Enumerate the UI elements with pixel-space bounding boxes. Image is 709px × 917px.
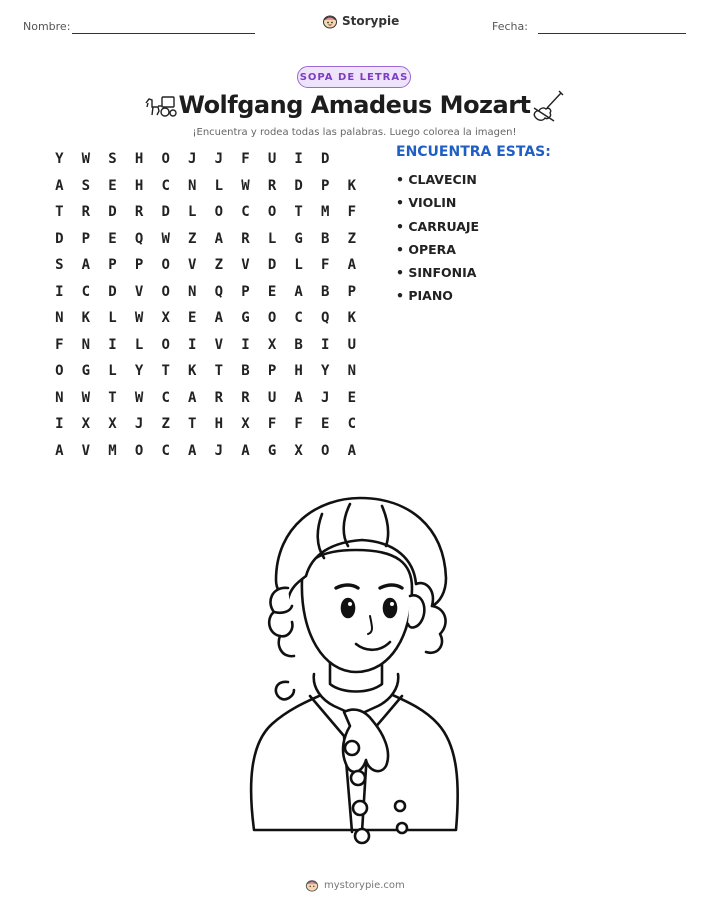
page-title: Wolfgang Amadeus Mozart: [178, 91, 531, 119]
grid-letter[interactable]: R: [214, 389, 224, 406]
grid-letter[interactable]: L: [188, 204, 197, 221]
grid-letter[interactable]: O: [134, 442, 144, 459]
grid-letter[interactable]: B: [241, 363, 250, 380]
grid-letter[interactable]: R: [241, 389, 250, 406]
grid-letter[interactable]: N: [55, 389, 64, 406]
grid-letter[interactable]: N: [188, 283, 197, 300]
grid-letter[interactable]: D: [321, 151, 330, 168]
grid-letter[interactable]: K: [347, 310, 357, 327]
grid-letter[interactable]: J: [214, 151, 224, 168]
grid-letter[interactable]: O: [214, 204, 224, 221]
grid-letter[interactable]: V: [188, 257, 197, 274]
grid-letter[interactable]: J: [188, 151, 197, 168]
grid-letter[interactable]: W: [161, 230, 170, 247]
grid-letter[interactable]: K: [347, 177, 357, 194]
grid-letter[interactable]: G: [81, 363, 91, 380]
grid-letter[interactable]: P: [347, 283, 357, 300]
grid-letter[interactable]: E: [108, 230, 117, 247]
grid-letter[interactable]: M: [321, 204, 330, 221]
grid-letter[interactable]: A: [55, 442, 64, 459]
word-list: [396, 170, 479, 310]
grid-letter[interactable]: C: [161, 177, 170, 194]
grid-letter[interactable]: O: [267, 204, 277, 221]
footer: [305, 878, 405, 892]
activity-badge: SOPA DE LETRAS: [297, 66, 411, 88]
grid-letter[interactable]: K: [188, 363, 197, 380]
grid-letter[interactable]: L: [134, 336, 144, 353]
grid-letter[interactable]: O: [161, 257, 170, 274]
grid-letter[interactable]: G: [267, 442, 277, 459]
grid-letter[interactable]: A: [347, 442, 357, 459]
grid-letter[interactable]: J: [321, 389, 330, 406]
grid-letter[interactable]: C: [161, 389, 170, 406]
grid-letter[interactable]: U: [267, 151, 277, 168]
grid-letter[interactable]: J: [214, 442, 224, 459]
name-label: Nombre:: [23, 20, 71, 33]
grid-letter[interactable]: X: [294, 442, 303, 459]
grid-letter[interactable]: E: [321, 416, 330, 433]
grid-letter[interactable]: P: [267, 363, 277, 380]
grid-letter[interactable]: X: [161, 310, 170, 327]
grid-letter[interactable]: C: [294, 310, 303, 327]
grid-letter[interactable]: H: [134, 151, 144, 168]
grid-letter[interactable]: Z: [347, 230, 357, 247]
footer-url[interactable]: mystorypie.com: [324, 879, 405, 891]
grid-letter[interactable]: Y: [134, 363, 144, 380]
violin-icon: [530, 88, 566, 124]
grid-letter[interactable]: P: [321, 177, 330, 194]
grid-letter[interactable]: Q: [321, 310, 330, 327]
grid-letter[interactable]: O: [321, 442, 330, 459]
grid-letter[interactable]: O: [267, 310, 277, 327]
grid-letter[interactable]: K: [81, 310, 91, 327]
grid-letter[interactable]: F: [294, 416, 303, 433]
grid-letter[interactable]: W: [134, 310, 144, 327]
grid-letter[interactable]: S: [81, 177, 91, 194]
grid-letter[interactable]: I: [108, 336, 117, 353]
grid-letter[interactable]: C: [81, 283, 91, 300]
grid-letter[interactable]: W: [241, 177, 250, 194]
grid-letter[interactable]: X: [241, 416, 250, 433]
grid-letter[interactable]: O: [161, 151, 170, 168]
grid-letter[interactable]: N: [347, 363, 357, 380]
grid-letter[interactable]: D: [161, 204, 170, 221]
grid-letter[interactable]: N: [55, 310, 64, 327]
grid-letter[interactable]: T: [161, 363, 170, 380]
grid-letter[interactable]: R: [241, 230, 250, 247]
grid-letter[interactable]: R: [81, 204, 91, 221]
grid-letter[interactable]: P: [108, 257, 117, 274]
grid-letter[interactable]: E: [347, 389, 357, 406]
grid-letter[interactable]: O: [161, 336, 170, 353]
mozart-coloring-portrait[interactable]: [232, 484, 476, 856]
grid-letter[interactable]: A: [188, 389, 197, 406]
grid-letter[interactable]: A: [214, 230, 224, 247]
grid-letter[interactable]: H: [214, 416, 224, 433]
grid-letter[interactable]: B: [294, 336, 303, 353]
grid-letter[interactable]: D: [55, 230, 64, 247]
grid-letter[interactable]: O: [55, 363, 64, 380]
grid-letter[interactable]: T: [214, 363, 224, 380]
grid-letter[interactable]: P: [241, 283, 250, 300]
grid-letter[interactable]: W: [81, 389, 91, 406]
word-item: • PIANO: [396, 288, 453, 304]
grid-letter[interactable]: T: [188, 416, 197, 433]
grid-letter[interactable]: Z: [188, 230, 197, 247]
grid-letter[interactable]: I: [55, 283, 64, 300]
grid-letter[interactable]: P: [81, 230, 91, 247]
grid-letter[interactable]: H: [294, 363, 303, 380]
grid-letter[interactable]: A: [55, 177, 64, 194]
grid-letter[interactable]: L: [108, 363, 117, 380]
grid-letter[interactable]: L: [294, 257, 303, 274]
grid-letter[interactable]: G: [294, 230, 303, 247]
page-subtitle: ¡Encuentra y rodea todas las palabras. Luego colorea la imagen!: [192, 127, 517, 138]
grid-letter[interactable]: D: [294, 177, 303, 194]
grid-letter[interactable]: Y: [321, 363, 330, 380]
grid-letter[interactable]: E: [108, 177, 117, 194]
grid-letter[interactable]: Q: [214, 283, 224, 300]
grid-letter[interactable]: A: [188, 442, 197, 459]
grid-letter[interactable]: Z: [161, 416, 170, 433]
pie-mascot-icon: [322, 13, 338, 29]
grid-letter[interactable]: C: [161, 442, 170, 459]
grid-letter[interactable]: A: [214, 310, 224, 327]
grid-letter[interactable]: I: [321, 336, 330, 353]
grid-letter[interactable]: A: [241, 442, 250, 459]
grid-letter[interactable]: I: [294, 151, 303, 168]
word-search-grid[interactable]: [46, 146, 365, 464]
grid-letter[interactable]: M: [108, 442, 117, 459]
grid-letter[interactable]: O: [161, 283, 170, 300]
name-line[interactable]: [72, 33, 255, 34]
grid-letter[interactable]: I: [241, 336, 250, 353]
grid-letter[interactable]: F: [55, 336, 64, 353]
grid-letter[interactable]: C: [347, 416, 357, 433]
grid-letter[interactable]: X: [108, 416, 117, 433]
grid-letter[interactable]: T: [108, 389, 117, 406]
grid-letter[interactable]: B: [321, 283, 330, 300]
date-label: Fecha:: [492, 20, 528, 33]
grid-letter[interactable]: L: [108, 310, 117, 327]
grid-letter[interactable]: A: [294, 283, 303, 300]
grid-letter[interactable]: V: [81, 442, 91, 459]
word-item: • SINFONIA: [396, 265, 477, 281]
grid-letter[interactable]: B: [321, 230, 330, 247]
grid-letter[interactable]: X: [81, 416, 91, 433]
grid-letter[interactable]: A: [347, 257, 357, 274]
grid-letter[interactable]: S: [55, 257, 64, 274]
grid-letter[interactable]: F: [241, 151, 250, 168]
grid-letter[interactable]: Z: [214, 257, 224, 274]
grid-letter[interactable]: G: [241, 310, 250, 327]
grid-letter[interactable]: T: [55, 204, 64, 221]
word-item: • OPERA: [396, 241, 456, 257]
word-item: • CARRUAJE: [396, 218, 480, 234]
grid-letter[interactable]: D: [108, 283, 117, 300]
grid-letter[interactable]: U: [267, 389, 277, 406]
grid-letter[interactable]: V: [214, 336, 224, 353]
grid-letter[interactable]: F: [347, 204, 357, 221]
brand-name: Storypie: [342, 14, 400, 28]
grid-letter[interactable]: I: [188, 336, 197, 353]
grid-letter[interactable]: Q: [134, 230, 144, 247]
grid-letter[interactable]: V: [134, 283, 144, 300]
grid-letter[interactable]: J: [134, 416, 144, 433]
word-item: • CLAVECIN: [396, 172, 477, 187]
grid-letter[interactable]: N: [188, 177, 197, 194]
grid-letter[interactable]: A: [81, 257, 91, 274]
grid-letter[interactable]: C: [241, 204, 250, 221]
grid-letter[interactable]: L: [267, 230, 277, 247]
date-line[interactable]: [538, 33, 686, 34]
grid-letter[interactable]: I: [55, 416, 64, 433]
grid-letter[interactable]: R: [267, 177, 277, 194]
grid-letter[interactable]: L: [214, 177, 224, 194]
grid-letter[interactable]: W: [81, 151, 91, 168]
grid-letter[interactable]: V: [241, 257, 250, 274]
grid-letter[interactable]: F: [321, 257, 330, 274]
word-list-title: ENCUENTRA ESTAS:: [396, 144, 551, 160]
grid-letter[interactable]: D: [108, 204, 117, 221]
grid-letter[interactable]: Y: [55, 151, 64, 168]
grid-letter[interactable]: E: [267, 283, 277, 300]
grid-letter[interactable]: A: [294, 389, 303, 406]
grid-letter[interactable]: X: [267, 336, 277, 353]
grid-letter[interactable]: W: [134, 389, 144, 406]
grid-letter[interactable]: S: [108, 151, 117, 168]
grid-letter[interactable]: P: [134, 257, 144, 274]
grid-letter[interactable]: E: [188, 310, 197, 327]
pie-mascot-icon: [305, 878, 319, 892]
grid-letter[interactable]: R: [134, 204, 144, 221]
grid-letter[interactable]: T: [294, 204, 303, 221]
grid-letter[interactable]: N: [81, 336, 91, 353]
brand-logo: [322, 13, 399, 29]
grid-letter[interactable]: D: [267, 257, 277, 274]
grid-letter[interactable]: F: [267, 416, 277, 433]
word-item: • VIOLIN: [396, 195, 457, 211]
grid-letter[interactable]: H: [134, 177, 144, 194]
grid-letter[interactable]: U: [347, 336, 357, 353]
